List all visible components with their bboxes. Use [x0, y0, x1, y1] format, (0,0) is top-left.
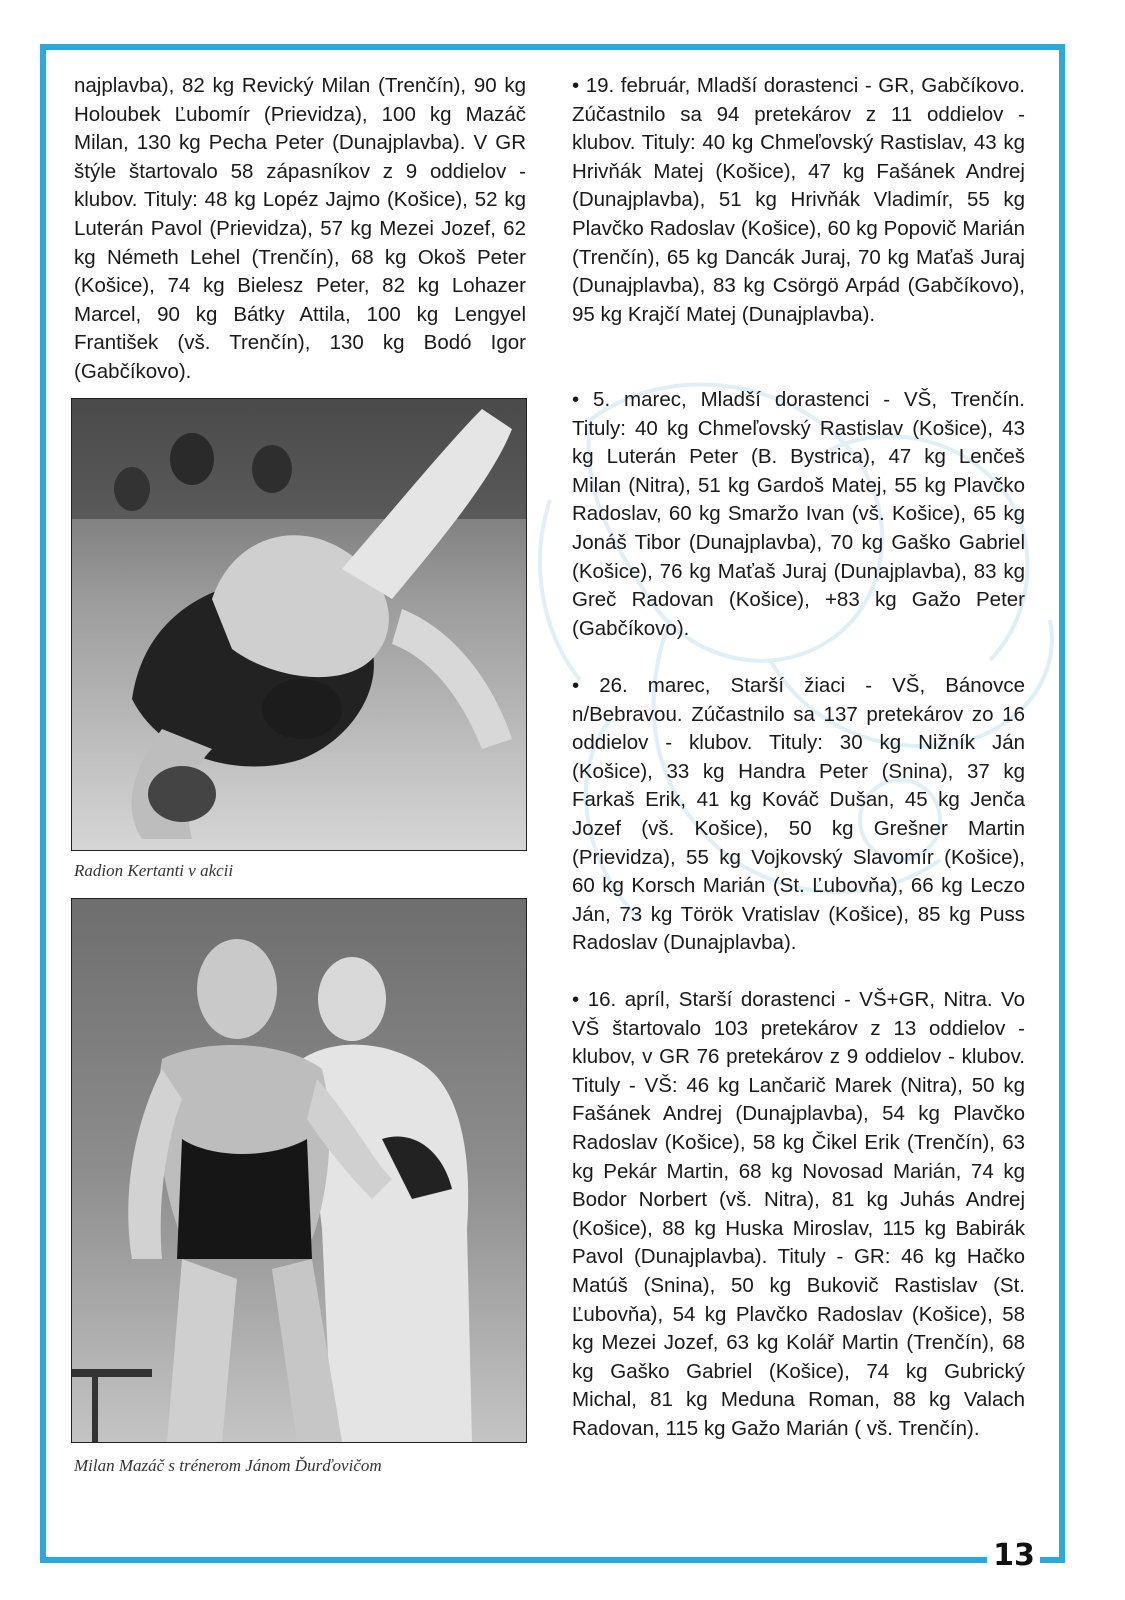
wrestling-action-photo-icon [72, 399, 526, 850]
result-paragraph: • 26. marec, Starší žiaci - VŠ, Bánovce n/Bebravou. Zúčastnilo sa 137 pretekárov zo 16 oddielov - klubov. Tituly: 30 kg Nižník Ján (Košice), 33 kg Handra Peter (Snina), 37 kg Farkaš Erik, 41 kg Kováč Dušan, 45 kg Jenča Jozef (vš. Košice), 50 kg Grešner Martin (Prievidza), 55 kg Vojkovský Slavomír (Košice), 60 kg Korsch Marián (St. Ľubovňa), 66 kg Leczo Ján, 73 kg Török Vratislav (Košice), 85 kg Puss Radoslav (Dunajplavba). [572, 674, 1025, 955]
right-column-paragraph-3 [572, 672, 1025, 958]
right-column-paragraph-4 [572, 986, 1025, 1444]
right-column-paragraph-2 [572, 386, 1025, 643]
right-column-paragraph-1 [572, 72, 1025, 329]
page-frame-right [1059, 44, 1065, 1563]
page-frame-bottom-right [1040, 1557, 1065, 1563]
left-paragraph: najplavba), 82 kg Revický Milan (Trenčín), 90 kg Holoubek Ľubomír (Prievidza), 100 kg Mazáč Milan, 130 kg Pecha Peter (Dunajplavba). V GR štýle štartovalo 58 zápasníkov z 9 oddielov - klubov. Tituly: 48 kg Lopéz Jajmo (Košice), 52 kg Luterán Pavol (Prievidza), 57 kg Mezei Jozef, 62 kg Németh Lehel (Trenčín), 68 kg Okoš Peter (Košice), 74 kg Bielesz Peter, 82 kg Lohazer Marcel, 90 kg Bátky Attila, 100 kg Lengyel František (vš. Trenčín), 130 kg Bodó Igor (Gabčíkovo). [74, 74, 526, 383]
left-column-text [74, 72, 526, 387]
photo-wrestling-action [71, 398, 527, 851]
photo-caption-1: Radion Kertanti v akcii [74, 861, 234, 880]
result-paragraph: • 19. február, Mladší dorastenci - GR, Gabčíkovo. Zúčastnilo sa 94 pretekárov z 11 oddielov - klubov. Tituly: 40 kg Chmeľovský Rastislav, 43 kg Hrivňák Matej (Košice), 47 kg Fašánek Andrej (Dunajplavba), 51 kg Hrivňák Vladimír, 55 kg Plavčko Radoslav (Košice), 60 kg Popovič Marián (Trenčín), 65 kg Dancák Juraj, 70 kg Maťaš Juraj (Dunajplavba), 83 kg Csörgö Arpád (Gabčíkovo), 95 kg Krajčí Matej (Dunajplavba). [572, 74, 1025, 326]
photo-caption-2: Milan Mazáč s trénerom Jánom Ďurďovičom [74, 1456, 382, 1475]
page-frame-top [40, 44, 1065, 50]
page-frame-bottom [40, 1557, 987, 1563]
page-frame-left [40, 44, 46, 1563]
page-number: 13 [993, 1538, 1035, 1573]
result-paragraph: • 16. apríl, Starší dorastenci - VŠ+GR, Nitra. Vo VŠ štartovalo 103 pretekárov z 13 oddielov - klubov, v GR 76 pretekárov z 9 oddielov - klubov. Tituly - VŠ: 46 kg Lančarič Marek (Nitra), 50 kg Fašánek Andrej (Dunajplavba), 54 kg Plavčko Radoslav (Košice), 58 kg Čikel Erik (Trenčín), 63 kg Pekár Martin, 68 kg Novosad Marián, 74 kg Bodor Norbert (vš. Nitra), 81 kg Juhás Andrej (Košice), 88 kg Huska Miroslav, 115 kg Babirák Pavol (Dunajplavba). Tituly - GR: 46 kg Hačko Matúš (Snina), 50 kg Bukovič Rastislav (St. Ľubovňa), 54 kg Plavčko Radoslav (Košice), 58 kg Mezei Jozef, 63 kg Kolář Martin (Trenčín), 68 kg Gaško Gabriel (Košice), 74 kg Gubrický Michal, 81 kg Meduna Roman, 88 kg Valach Radovan, 115 kg Gažo Marián ( vš. Trenčín). [572, 988, 1025, 1440]
photo-wrestler-with-coach [71, 898, 527, 1443]
result-paragraph: • 5. marec, Mladší dorastenci - VŠ, Trenčín. Tituly: 40 kg Chmeľovský Rastislav (Košice), 43 kg Luterán Peter (B. Bystrica), 47 kg Lenčeš Milan (Nitra), 51 kg Gardoš Matej, 55 kg Plavčko Radoslav, 60 kg Smaržo Ivan (vš. Košice), 65 kg Jonáš Tibor (Dunajplavba), 70 kg Gaško Gabriel (Košice), 76 kg Maťaš Juraj (Dunajplavba), 83 kg Greč Radovan (Košice), +83 kg Gažo Peter (Gabčíkovo). [572, 388, 1025, 640]
wrestler-coach-photo-icon [72, 899, 526, 1442]
